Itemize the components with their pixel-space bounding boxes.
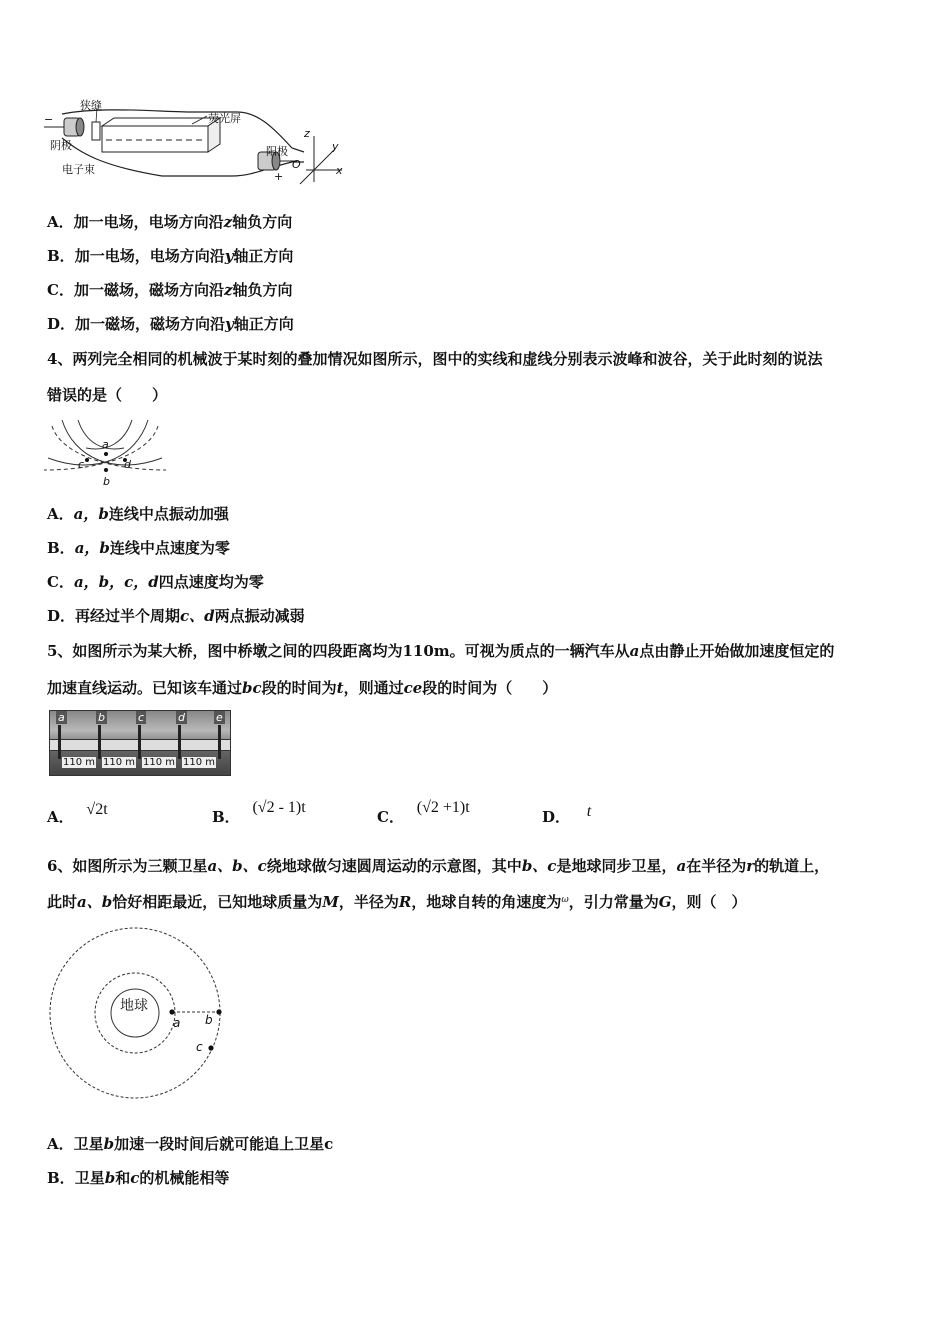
bridge-label-d: d [178, 711, 185, 724]
q4-stem-line2: 错误的是（ ） [47, 386, 168, 404]
q5-option-c[interactable] [377, 799, 470, 827]
q6-var: a、b、c [207, 857, 267, 875]
option-var: b [104, 1169, 116, 1187]
q4-option-c[interactable] [47, 571, 264, 592]
orbit-figure [44, 922, 244, 1112]
crt-axis-y: y [332, 140, 339, 153]
wave-crest-right-inner [86, 420, 132, 449]
option-label: B． [47, 1169, 75, 1187]
bridge-span: 110 m [102, 757, 135, 768]
wave-crest-right [48, 420, 148, 465]
q5-var: t [336, 679, 344, 697]
q3-option-a[interactable] [47, 211, 292, 232]
bridge-span: 110 m [142, 757, 175, 768]
wave-crest-left [62, 420, 162, 465]
crt-label-plus: + [274, 170, 284, 183]
earth-label: 地球 [120, 998, 148, 1014]
q5-var: a [629, 642, 640, 660]
option-formula: √2t [86, 801, 108, 818]
satellite-b [216, 1009, 221, 1014]
crt-label-cathode: 阴极 [50, 139, 72, 152]
q6-text: 恰好相距最近，已知地球质量为 [112, 893, 323, 911]
q4-option-a[interactable] [47, 503, 229, 524]
bridge-span: 110 m [62, 757, 95, 768]
option-text: 连线中点振动加强 [108, 505, 229, 523]
q6-text: 6、如图所示为三颗卫星 [47, 857, 208, 875]
q5-text: 段的时间为（ ） [422, 679, 558, 697]
option-var: c [130, 1169, 140, 1187]
point-a [104, 452, 108, 456]
option-vars: a，b [74, 539, 110, 557]
option-label: B． [47, 539, 75, 557]
bridge-pier [98, 725, 101, 759]
crt-label-anode: 阳极 [266, 145, 288, 158]
option-label: A． [47, 808, 74, 826]
q3-option-d[interactable] [47, 313, 294, 334]
crt-axis-x: x [336, 164, 343, 177]
option-label: C． [377, 808, 404, 826]
q5-option-b[interactable] [212, 799, 306, 827]
q5-var: bc [242, 679, 262, 697]
wave-label-b: b [103, 475, 110, 488]
option-formula: t [586, 803, 592, 820]
q6-var: G [658, 893, 672, 911]
q6-var: r [746, 857, 755, 875]
option-label: B． [47, 247, 75, 265]
option-label: C． [47, 281, 74, 299]
bridge-label-e: e [216, 711, 223, 724]
q6-var: ω [561, 895, 569, 905]
crt-axis-z: z [304, 127, 310, 140]
option-label: C． [47, 573, 74, 591]
option-formula: (√2 - 1)t [252, 799, 306, 816]
point-c [85, 458, 89, 462]
crt-label-beam: 电子束 [62, 163, 95, 176]
bridge-pier [218, 725, 221, 759]
option-formula: (√2 +1)t [416, 799, 470, 816]
option-pre: 再经过半个周期 [75, 607, 181, 625]
bridge-label-b: b [98, 711, 105, 724]
q6-option-b[interactable] [47, 1167, 229, 1188]
satellite-c [208, 1045, 213, 1050]
q6-text: 在半径为 [686, 857, 747, 875]
q6-var: a、b [77, 893, 113, 911]
option-label: A． [47, 505, 74, 523]
wave-crest-left-inner [78, 420, 124, 449]
option-tail: 轴正方向 [233, 247, 294, 265]
option-var: b [103, 1135, 115, 1153]
orbit-label-a: a [173, 1016, 181, 1030]
q6-var: R [398, 893, 412, 911]
option-text: 两点振动减弱 [214, 607, 305, 625]
q3-option-c[interactable] [47, 279, 293, 300]
option-label: B． [212, 808, 240, 826]
crt-label-minus: − [44, 113, 54, 126]
orbit-label-c: c [196, 1040, 203, 1054]
q5-text: 5、如图所示为某大桥，图中桥墩之间的四段距离均为 [47, 642, 403, 660]
q6-stem-line2 [47, 891, 747, 912]
q5-text: 加速直线运动。已知该车通过 [47, 679, 243, 697]
q3-option-b[interactable] [47, 245, 293, 266]
q5-option-d[interactable] [542, 803, 592, 827]
crt-axis-o: O [292, 158, 301, 171]
q6-var: a [676, 857, 687, 875]
bridge-pier [178, 725, 181, 759]
option-text: 加一电场，电场方向沿 [73, 213, 224, 231]
option-mid: 加速一段时间后就可能追上卫星 [114, 1135, 325, 1153]
option-vars: c、d [180, 607, 215, 625]
satellite-a [169, 1009, 174, 1014]
q6-text: 此时 [47, 893, 78, 911]
q5-distance: 110m [402, 642, 450, 660]
option-tail: 轴正方向 [233, 315, 294, 333]
option-label: D． [47, 315, 76, 333]
q6-text: ，地球自转的角速度为 [411, 893, 562, 911]
option-var: z [223, 213, 233, 231]
q5-option-a[interactable] [47, 801, 108, 827]
q5-text: ，则通过 [343, 679, 404, 697]
option-text: 加一电场，电场方向沿 [74, 247, 225, 265]
option-pre: 卫星 [74, 1169, 105, 1187]
option-pre: 卫星 [73, 1135, 104, 1153]
option-vars: a，b，c，d [73, 573, 159, 591]
option-vars: a，b [73, 505, 109, 523]
q6-var: b、c [521, 857, 557, 875]
q5-var: ce [403, 679, 423, 697]
q6-var: M [322, 893, 339, 911]
wave-label-d: d [124, 458, 131, 471]
orbit-label-b: b [205, 1013, 213, 1027]
q6-text: 的轨道上， [754, 857, 830, 875]
q5-text: 。可视为质点的一辆汽车从 [449, 642, 630, 660]
option-text: 加一磁场，磁场方向沿 [73, 281, 224, 299]
q6-text: ，半径为 [338, 893, 399, 911]
option-label: D． [47, 607, 76, 625]
point-b [104, 468, 108, 472]
option-tail: 的机械能相等 [139, 1169, 230, 1187]
q4-option-b[interactable] [47, 537, 230, 558]
q4-option-d[interactable] [47, 605, 305, 626]
q4-stem-line1: 4、两列完全相同的机械波于某时刻的叠加情况如图所示，图中的实线和虚线分别表示波峰和波谷，关于此时刻的说法 [47, 350, 823, 368]
bridge-pier [58, 725, 61, 759]
option-label: D． [542, 808, 571, 826]
option-var: z [223, 281, 233, 299]
option-text: 连线中点速度为零 [109, 539, 230, 557]
q6-option-a[interactable] [47, 1133, 333, 1154]
option-var: c [324, 1135, 334, 1153]
q6-text: ，引力常量为 [568, 893, 659, 911]
bridge-pier [138, 725, 141, 759]
q6-text: ，则（ ） [671, 893, 747, 911]
q5-text: 段的时间为 [261, 679, 337, 697]
q5-stem-line2 [47, 677, 557, 698]
option-text: 加一磁场，磁场方向沿 [75, 315, 226, 333]
option-tail: 轴负方向 [232, 281, 293, 299]
q6-stem-line1 [47, 855, 829, 876]
bridge-label-a: a [58, 711, 65, 724]
bridge-span: 110 m [182, 757, 215, 768]
q5-stem-line1 [47, 640, 834, 661]
option-label: A． [47, 1135, 74, 1153]
option-mid: 和 [115, 1169, 131, 1187]
option-text: 四点速度均为零 [158, 573, 264, 591]
q6-text: 是地球同步卫星， [556, 857, 677, 875]
option-label: A． [47, 213, 74, 231]
q5-text: 点由静止开始做加速度恒定的 [639, 642, 835, 660]
bridge-label-c: c [138, 711, 145, 724]
crt-label-screen: 荧光屏 [208, 112, 241, 125]
option-tail: 轴负方向 [232, 213, 293, 231]
option-var: y [225, 315, 234, 333]
crt-label-slit: 狭缝 [80, 99, 102, 112]
q6-text: 绕地球做匀速圆周运动的示意图，其中 [266, 857, 522, 875]
bridge-figure [49, 710, 231, 776]
option-var: y [224, 247, 234, 265]
wave-label-a: a [102, 438, 109, 451]
wave-label-c: c [78, 458, 85, 471]
